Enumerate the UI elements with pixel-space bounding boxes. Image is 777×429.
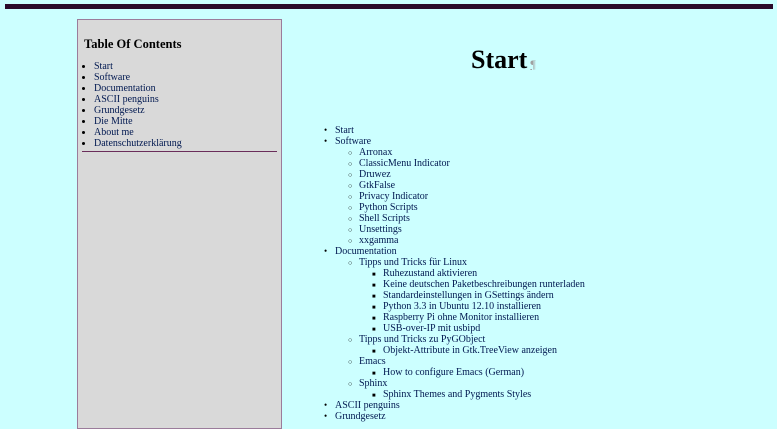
sidebar-link-die-mitte[interactable]: Die Mitte xyxy=(94,116,133,127)
toc-link-druwez[interactable]: Druwez xyxy=(359,169,391,180)
toc-link-gtkfalse[interactable]: GtkFalse xyxy=(359,180,396,191)
sidebar-item-die-mitte xyxy=(94,116,182,127)
toc-documentation-list xyxy=(335,257,585,400)
sidebar-item-documentation xyxy=(94,83,182,94)
toc-link-xxgamma[interactable]: xxgamma xyxy=(359,235,399,246)
toc-link-classicmenu[interactable]: ClassicMenu Indicator xyxy=(359,158,450,169)
toc-item-arronax xyxy=(359,147,585,158)
toc-item-python-scripts xyxy=(359,202,585,213)
sidebar-nav xyxy=(78,61,182,149)
toc-item-privacy-indicator xyxy=(359,191,585,202)
toc-item-raspberry-pi xyxy=(383,312,585,323)
toc-link-usb-over-ip[interactable]: USB-over-IP mit usbipd xyxy=(383,323,481,334)
toc-link-treeview[interactable]: Objekt-Attribute in Gtk.TreeView anzeigen xyxy=(383,345,557,356)
toc-item-start xyxy=(335,125,585,136)
toc-link-gsettings[interactable]: Standardeinstellungen in GSettings ändern xyxy=(383,290,554,301)
toc-item-gtkfalse xyxy=(359,180,585,191)
toc-item-usb-over-ip xyxy=(383,323,585,334)
sidebar-link-ascii-penguins[interactable]: ASCII penguins xyxy=(94,94,159,105)
toc-item-classicmenu xyxy=(359,158,585,169)
toc-item-software xyxy=(335,136,585,246)
sidebar-divider xyxy=(82,151,277,152)
toc-link-linux-tips[interactable]: Tipps und Tricks für Linux xyxy=(359,257,467,268)
toc-item-documentation xyxy=(335,246,585,400)
toc-link-emacs[interactable]: Emacs xyxy=(359,356,386,367)
toc-link-python-scripts[interactable]: Python Scripts xyxy=(359,202,418,213)
page-title-text: Start xyxy=(471,45,528,74)
toc-link-software[interactable]: Software xyxy=(335,136,372,147)
toc-software-list xyxy=(335,147,585,246)
toc-link-ascii-penguins[interactable]: ASCII penguins xyxy=(335,400,400,411)
sidebar-link-grundgesetz[interactable]: Grundgesetz xyxy=(94,105,145,116)
toc-pygobject-list xyxy=(359,345,585,356)
sidebar-link-datenschutz[interactable]: Datenschutzerklärung xyxy=(94,138,182,149)
toc-item-grundgesetz xyxy=(335,411,585,422)
page-toc xyxy=(335,125,585,422)
toc-link-start[interactable]: Start xyxy=(335,125,354,136)
sidebar-link-about-me[interactable]: About me xyxy=(94,127,134,138)
toc-linux-list xyxy=(359,268,585,334)
toc-link-raspberry-pi[interactable]: Raspberry Pi ohne Monitor installieren xyxy=(383,312,540,323)
toc-item-paketbeschreibungen xyxy=(383,279,585,290)
toc-link-grundgesetz[interactable]: Grundgesetz xyxy=(335,411,386,422)
toc-item-sphinx xyxy=(359,378,585,400)
toc-link-sphinx-themes[interactable]: Sphinx Themes and Pygments Styles xyxy=(383,389,532,400)
toc-item-emacs xyxy=(359,356,585,378)
toc-item-ruhezustand xyxy=(383,268,585,279)
toc-link-ruhezustand[interactable]: Ruhezustand aktivieren xyxy=(383,268,478,279)
sidebar-link-documentation[interactable]: Documentation xyxy=(94,83,156,94)
toc-link-paketbeschreibungen[interactable]: Keine deutschen Paketbeschreibungen runterladen xyxy=(383,279,585,290)
main-content xyxy=(283,19,777,423)
toc-item-sphinx-themes xyxy=(383,389,585,400)
toc-item-shell-scripts xyxy=(359,213,585,224)
toc-emacs-list xyxy=(359,367,585,378)
toc-item-linux-tips xyxy=(359,257,585,334)
sidebar-item-grundgesetz xyxy=(94,105,182,116)
page-title xyxy=(471,45,536,75)
toc-link-python33[interactable]: Python 3.3 in Ubuntu 12.10 installieren xyxy=(383,301,542,312)
toc-item-xxgamma xyxy=(359,235,585,246)
toc-link-documentation[interactable]: Documentation xyxy=(335,246,397,257)
toc-link-shell-scripts[interactable]: Shell Scripts xyxy=(359,213,410,224)
sidebar-item-ascii-penguins xyxy=(94,94,182,105)
sidebar-item-datenschutz xyxy=(94,138,182,149)
sidebar-item-software xyxy=(94,72,182,83)
toc-item-configure-emacs xyxy=(383,367,585,378)
top-bar xyxy=(5,4,773,9)
toc-sphinx-list xyxy=(359,389,585,400)
toc-item-gsettings xyxy=(383,290,585,301)
toc-item-ascii-penguins xyxy=(335,400,585,411)
toc-link-pygobject-tips[interactable]: Tipps und Tricks zu PyGObject xyxy=(359,334,486,345)
toc-item-druwez xyxy=(359,169,585,180)
sidebar xyxy=(77,19,282,429)
toc-link-privacy-indicator[interactable]: Privacy Indicator xyxy=(359,191,429,202)
sidebar-heading: Table Of Contents xyxy=(84,37,182,51)
toc-link-configure-emacs[interactable]: How to configure Emacs (German) xyxy=(383,367,525,378)
sidebar-link-software[interactable]: Software xyxy=(94,72,131,83)
sidebar-item-start xyxy=(94,61,182,72)
toc-item-pygobject-tips xyxy=(359,334,585,356)
toc-link-unsettings[interactable]: Unsettings xyxy=(359,224,402,235)
sidebar-item-about-me xyxy=(94,127,182,138)
sidebar-link-start[interactable]: Start xyxy=(94,61,113,72)
toc-link-arronax[interactable]: Arronax xyxy=(359,147,393,158)
toc-link-sphinx[interactable]: Sphinx xyxy=(359,378,388,389)
toc-item-python33 xyxy=(383,301,585,312)
toc-item-unsettings xyxy=(359,224,585,235)
toc-item-treeview xyxy=(383,345,585,356)
permalink-icon[interactable]: ¶ xyxy=(530,57,536,71)
